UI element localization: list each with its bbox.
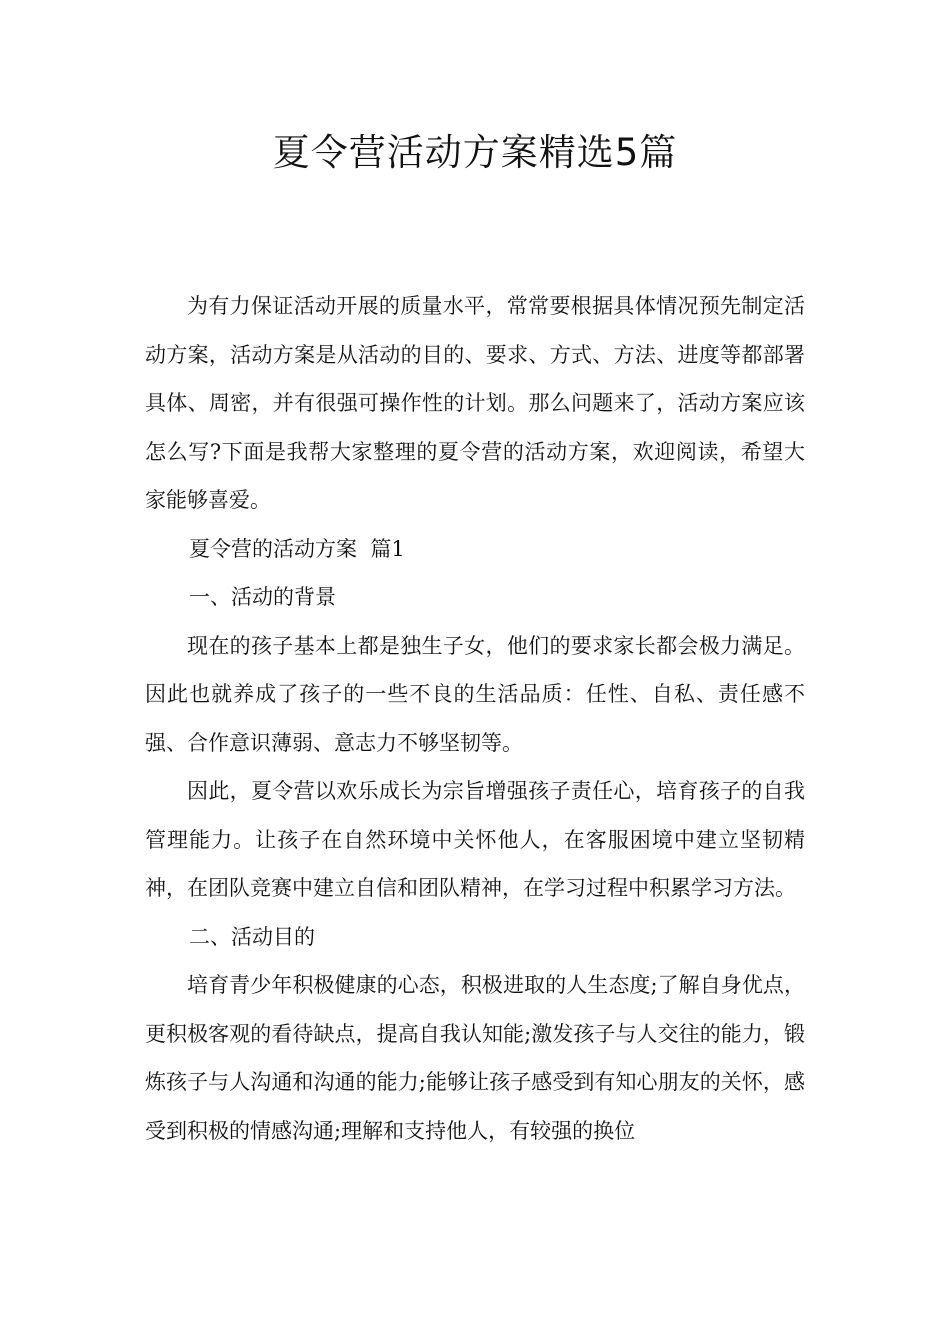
document-body	[145, 282, 805, 1155]
background-paragraph-1: 现在的孩子基本上都是独生子女，他们的要求家长都会极力满足。因此也就养成了孩子的一些不良的生活品质：任性、自私、责任感不强、合作意识薄弱、意志力不够坚韧等。	[145, 633, 805, 755]
background-paragraph-2: 因此，夏令营以欢乐成长为宗旨增强孩子责任心，培育孩子的自我管理能力。让孩子在自然环境中关怀他人，在客服困境中建立坚韧精神，在团队竞赛中建立自信和团队精神，在学习过程中积累学习方法。	[145, 779, 805, 900]
intro-paragraph: 为有力保证活动开展的质量水平，常常要根据具体情况预先制定活动方案，活动方案是从活动的目的、要求、方式、方法、进度等都部署具体、周密，并有很强可操作性的计划。那么问题来了，活动方案应该怎么写?下面是我帮大家整理的夏令营的活动方案，欢迎阅读，希望大家能够喜爱。	[145, 294, 805, 512]
section-title: 夏令营的活动方案 篇1	[189, 536, 405, 561]
heading-purpose: 二、活动目的	[189, 924, 315, 949]
purpose-paragraph: 培育青少年积极健康的心态，积极进取的人生态度;了解自身优点，更积极客观的看待缺点，提高自我认知能;激发孩子与人交往的能力，锻炼孩子与人沟通和沟通的能力;能够让孩子感受到有知心朋友的关怀，感受到积极的情感沟通;理解和支持他人，有较强的换位	[145, 973, 805, 1143]
heading-background: 一、活动的背景	[189, 585, 336, 609]
document-title: 夏令营活动方案精选5篇	[272, 131, 678, 174]
